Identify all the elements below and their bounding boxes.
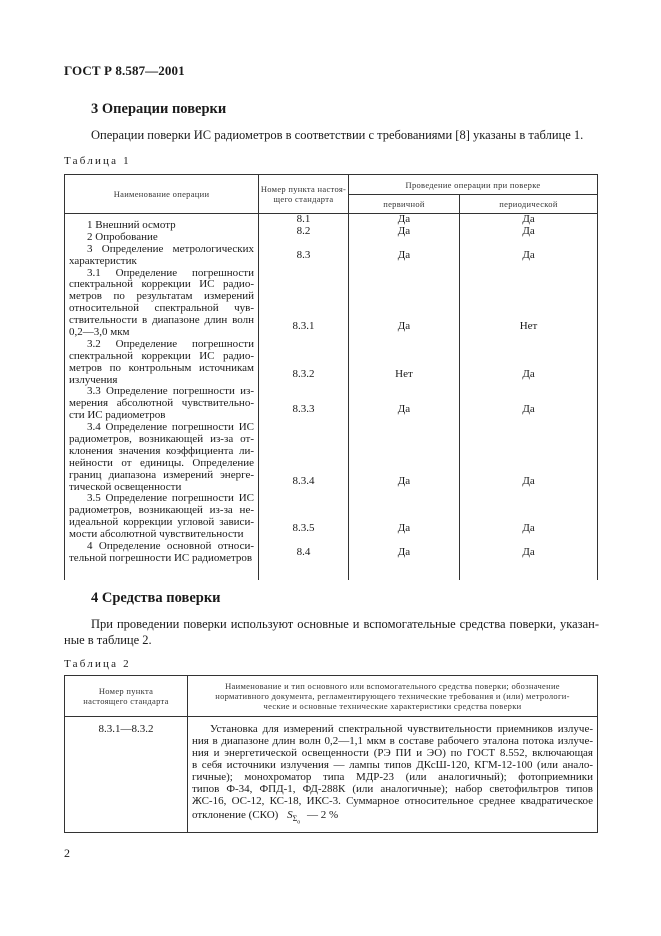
table-1-periodic-value: Да xyxy=(522,546,535,559)
table-2 xyxy=(64,675,598,833)
section-3-intro: Операции поверки ИС радиометров в соответствии с требованиями [8] указаны в таблице 1. xyxy=(91,128,584,142)
t2-description-line: гичные); монохроматор типа МДР-23 (или аналогичный); фотоприемники xyxy=(192,771,593,783)
table-1-clause-value: 8.3.1 xyxy=(292,320,315,333)
header-clause-line-2: щего стандарта xyxy=(273,194,334,204)
periodic-column xyxy=(460,214,598,580)
table-1-periodic-value: Да xyxy=(522,213,535,225)
operation-line: спектральной коррекции ИС радио- xyxy=(69,350,254,362)
t2-description-line: ния в диапазоне длин волн 0,2—1,1 мкм в составе рабочего эталона потока излуче- xyxy=(192,735,593,747)
table-1-periodic-value: Да xyxy=(522,403,535,416)
sko-subscript: Σ xyxy=(292,814,298,824)
operation-line: метров по контрольным источникам xyxy=(69,362,254,374)
operation-line: излучения xyxy=(69,374,118,386)
t2-description-line: ния и энергетической освещенности (РЭ ПИ и ЭО) по ГОСТ 8.552, включающая xyxy=(192,747,593,759)
t2-description-line: типов Ф-34, ФПД-1, ФД-288К (или аналогичные); набор светофильтров типов xyxy=(192,783,593,795)
table-1-clause-value: 8.4 xyxy=(296,546,311,559)
operation-line: мости абсолютной чувствительности xyxy=(69,529,244,541)
table-1-periodic-value: Нет xyxy=(519,320,538,333)
section-4-intro-line-1: При проведении поверки используют основные и вспомогательные средства поверки, указан- xyxy=(91,617,599,631)
table-1-periodic-value: Да xyxy=(522,474,535,487)
t2-header-clause-line-1: Номер пункта xyxy=(98,686,154,696)
t2-description-line: ЖС-16, ОС-12, КС-18, ИКС-3. Суммарное относительное среднее квадратическое xyxy=(192,795,593,807)
operation-line: нейности от единицы. Определение xyxy=(69,457,254,469)
t2-description-line: в себя источники излучения — лампы типов ДКсШ-120, КГМ-12-100 (или анало- xyxy=(192,759,593,771)
t2-header-description xyxy=(188,676,598,717)
section-3-title: 3 Операции поверки xyxy=(91,101,227,117)
table-1-clause-value: 8.1 xyxy=(296,213,311,225)
t2-last-line-text: отклонение (СКО) xyxy=(192,809,279,821)
operation-line: характеристик xyxy=(69,255,137,267)
table-1-periodic-value: Да xyxy=(522,248,535,261)
t2-description-text xyxy=(188,717,597,807)
section-4-intro-line-2: ные в таблице 2. xyxy=(64,633,152,647)
operation-line: 3.2 Определение погрешности xyxy=(87,338,254,350)
operation-line: сти ИС радиометров xyxy=(69,410,166,422)
clause-column xyxy=(259,214,349,580)
document-code: ГОСТ Р 8.587—2001 xyxy=(64,63,185,78)
operation-line: ствительности в диапазоне длин волн xyxy=(69,315,254,327)
table-1-periodic-value: Да xyxy=(522,367,535,380)
page-number: 2 xyxy=(64,846,70,860)
t2-header-desc-line-2: нормативного документа, регламентирующего технические требования и (или) метрологи- xyxy=(215,691,570,701)
table-1-primary-value: Да xyxy=(397,224,411,237)
t2-row-clause: 8.3.1—8.3.2 xyxy=(65,717,188,833)
header-clause-line-1: Номер пункта настоя- xyxy=(260,184,347,194)
operation-line: идеальной коррекции угловой зависи- xyxy=(69,517,254,529)
operation-line: 3.3 Определение погрешности из- xyxy=(87,386,254,398)
table-1-clause-value: 8.3 xyxy=(296,248,311,261)
table-1-primary-value: Да xyxy=(397,546,411,559)
table-1-primary-value: Да xyxy=(397,320,411,333)
operation-line: границ диапазона измерений энерге- xyxy=(69,469,254,481)
table-1-primary-value: Да xyxy=(397,213,411,225)
operation-line: 3 Определение метрологических xyxy=(87,243,254,255)
header-conducting: Проведение операции при поверке xyxy=(349,175,598,195)
operation-line: радиометров, возникающей из-за от- xyxy=(69,434,254,446)
table-1-clause-value: 8.3.2 xyxy=(292,367,315,380)
operations-list xyxy=(69,220,254,565)
header-operation: Наименование операции xyxy=(65,175,259,214)
primary-column xyxy=(349,214,460,580)
table-1-clause-value: 8.3.3 xyxy=(292,403,315,416)
operation-line: радиометров, возникающей из-за не- xyxy=(69,505,254,517)
table-1-primary-value: Нет xyxy=(395,367,413,380)
t2-row-description xyxy=(188,717,598,833)
table-1-clause-value: 8.2 xyxy=(296,224,311,237)
header-periodic: периодической xyxy=(460,195,598,214)
operation-line: мерения абсолютной чувствительно- xyxy=(69,398,254,410)
operations-cell xyxy=(65,214,259,580)
table-1-primary-value: Да xyxy=(397,474,411,487)
table-1-periodic-value: Да xyxy=(522,522,535,535)
operation-line: тельной погрешности ИС радиометров xyxy=(69,552,253,564)
operation-line: 0,2—3,0 мкм xyxy=(69,327,130,339)
t2-header-clause-line-2: настоящего стандарта xyxy=(83,696,169,706)
operation-line: метров по результатам измерений xyxy=(69,291,254,303)
t2-header-clause xyxy=(65,676,188,717)
table-1-primary-value: Да xyxy=(397,403,411,416)
section-4-title: 4 Средства поверки xyxy=(91,590,221,606)
t2-last-line xyxy=(188,807,597,826)
operation-line: 2 Опробование xyxy=(87,231,158,243)
table-1 xyxy=(64,174,598,580)
operation-line: тической освещенности xyxy=(69,481,182,493)
operation-line: 1 Внешний осмотр xyxy=(87,220,176,231)
sko-subsubscript: о xyxy=(297,819,301,826)
operation-line: клонения значения коэффициента ли- xyxy=(69,445,254,457)
t2-header-desc-line-1: Наименование и тип основного или вспомогательного средства поверки; обозначение xyxy=(225,681,560,691)
table-1-caption: Таблица 1 xyxy=(64,155,131,167)
header-primary: первичной xyxy=(349,195,460,214)
operation-line: 3.5 Определение погрешности ИС xyxy=(87,493,254,505)
sko-value: — 2 % xyxy=(307,809,339,821)
table-1-periodic-value: Да xyxy=(522,224,535,237)
header-clause xyxy=(259,175,349,214)
table-1-clause-value: 8.3.4 xyxy=(292,474,315,487)
operation-line: 3.4 Определение погрешности ИС xyxy=(87,422,254,434)
operation-line: спектральной коррекции ИС радио- xyxy=(69,279,254,291)
table-2-caption: Таблица 2 xyxy=(64,658,131,670)
table-1-primary-value: Да xyxy=(397,522,411,535)
operation-line: относительной спектральной чув- xyxy=(69,303,254,315)
operation-line: 3.1 Определение погрешности xyxy=(87,267,254,279)
sko-symbol: S xyxy=(287,809,293,821)
t2-description-line: Установка для измерений спектральной чувствительности приемников излуче- xyxy=(210,723,593,735)
table-1-clause-value: 8.3.5 xyxy=(292,522,315,535)
table-1-primary-value: Да xyxy=(397,248,411,261)
t2-header-desc-line-3: ческие и основные технические характеристики средства поверки xyxy=(263,701,522,711)
operation-line: 4 Определение основной относи- xyxy=(87,541,254,553)
